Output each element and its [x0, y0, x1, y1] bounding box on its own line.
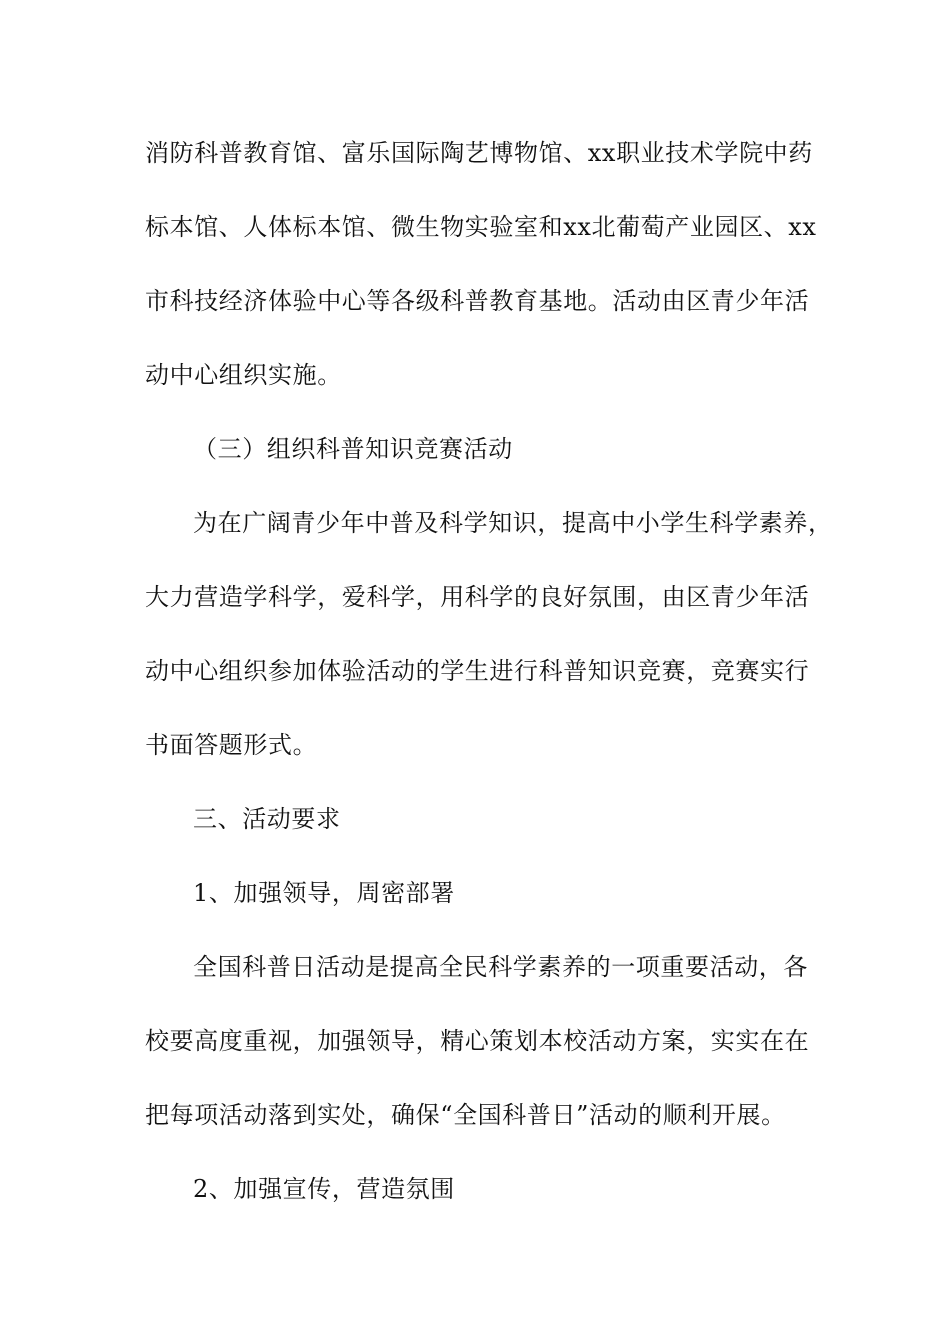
paragraph-line: 动中心组织实施。 [145, 361, 342, 389]
paragraph-line: 书面答题形式。 [145, 731, 318, 759]
paragraph-line: 把每项活动落到实处，确保“全国科普日”活动的顺利开展。 [145, 1101, 786, 1129]
paragraph-line: 校要高度重视，加强领导，精心策划本校活动方案，实实在在 [145, 1027, 810, 1055]
section-heading: 三、活动要求 [193, 805, 341, 833]
paragraph-line: 动中心组织参加体验活动的学生进行科普知识竞赛，竞赛实行 [145, 657, 810, 685]
paragraph-line: 为在广阔青少年中普及科学知识，提高中小学生科学素养， [193, 509, 833, 537]
paragraph-line: 消防科普教育馆、富乐国际陶艺博物馆、xx职业技术学院中药 [145, 139, 813, 167]
paragraph-line: 全国科普日活动是提高全民科学素养的一项重要活动，各 [193, 953, 808, 981]
section-heading: （三）组织科普知识竞赛活动 [193, 435, 513, 463]
paragraph-line: 市科技经济体验中心等各级科普教育基地。活动由区青少年活 [145, 287, 810, 315]
paragraph-line: 标本馆、人体标本馆、微生物实验室和xx北葡萄产业园区、xx [145, 213, 817, 241]
subsection-heading: 1、加强领导，周密部署 [193, 879, 455, 907]
paragraph-line: 大力营造学科学，爱科学，用科学的良好氛围，由区青少年活 [145, 583, 810, 611]
subsection-heading: 2、加强宣传，营造氛围 [193, 1175, 455, 1203]
